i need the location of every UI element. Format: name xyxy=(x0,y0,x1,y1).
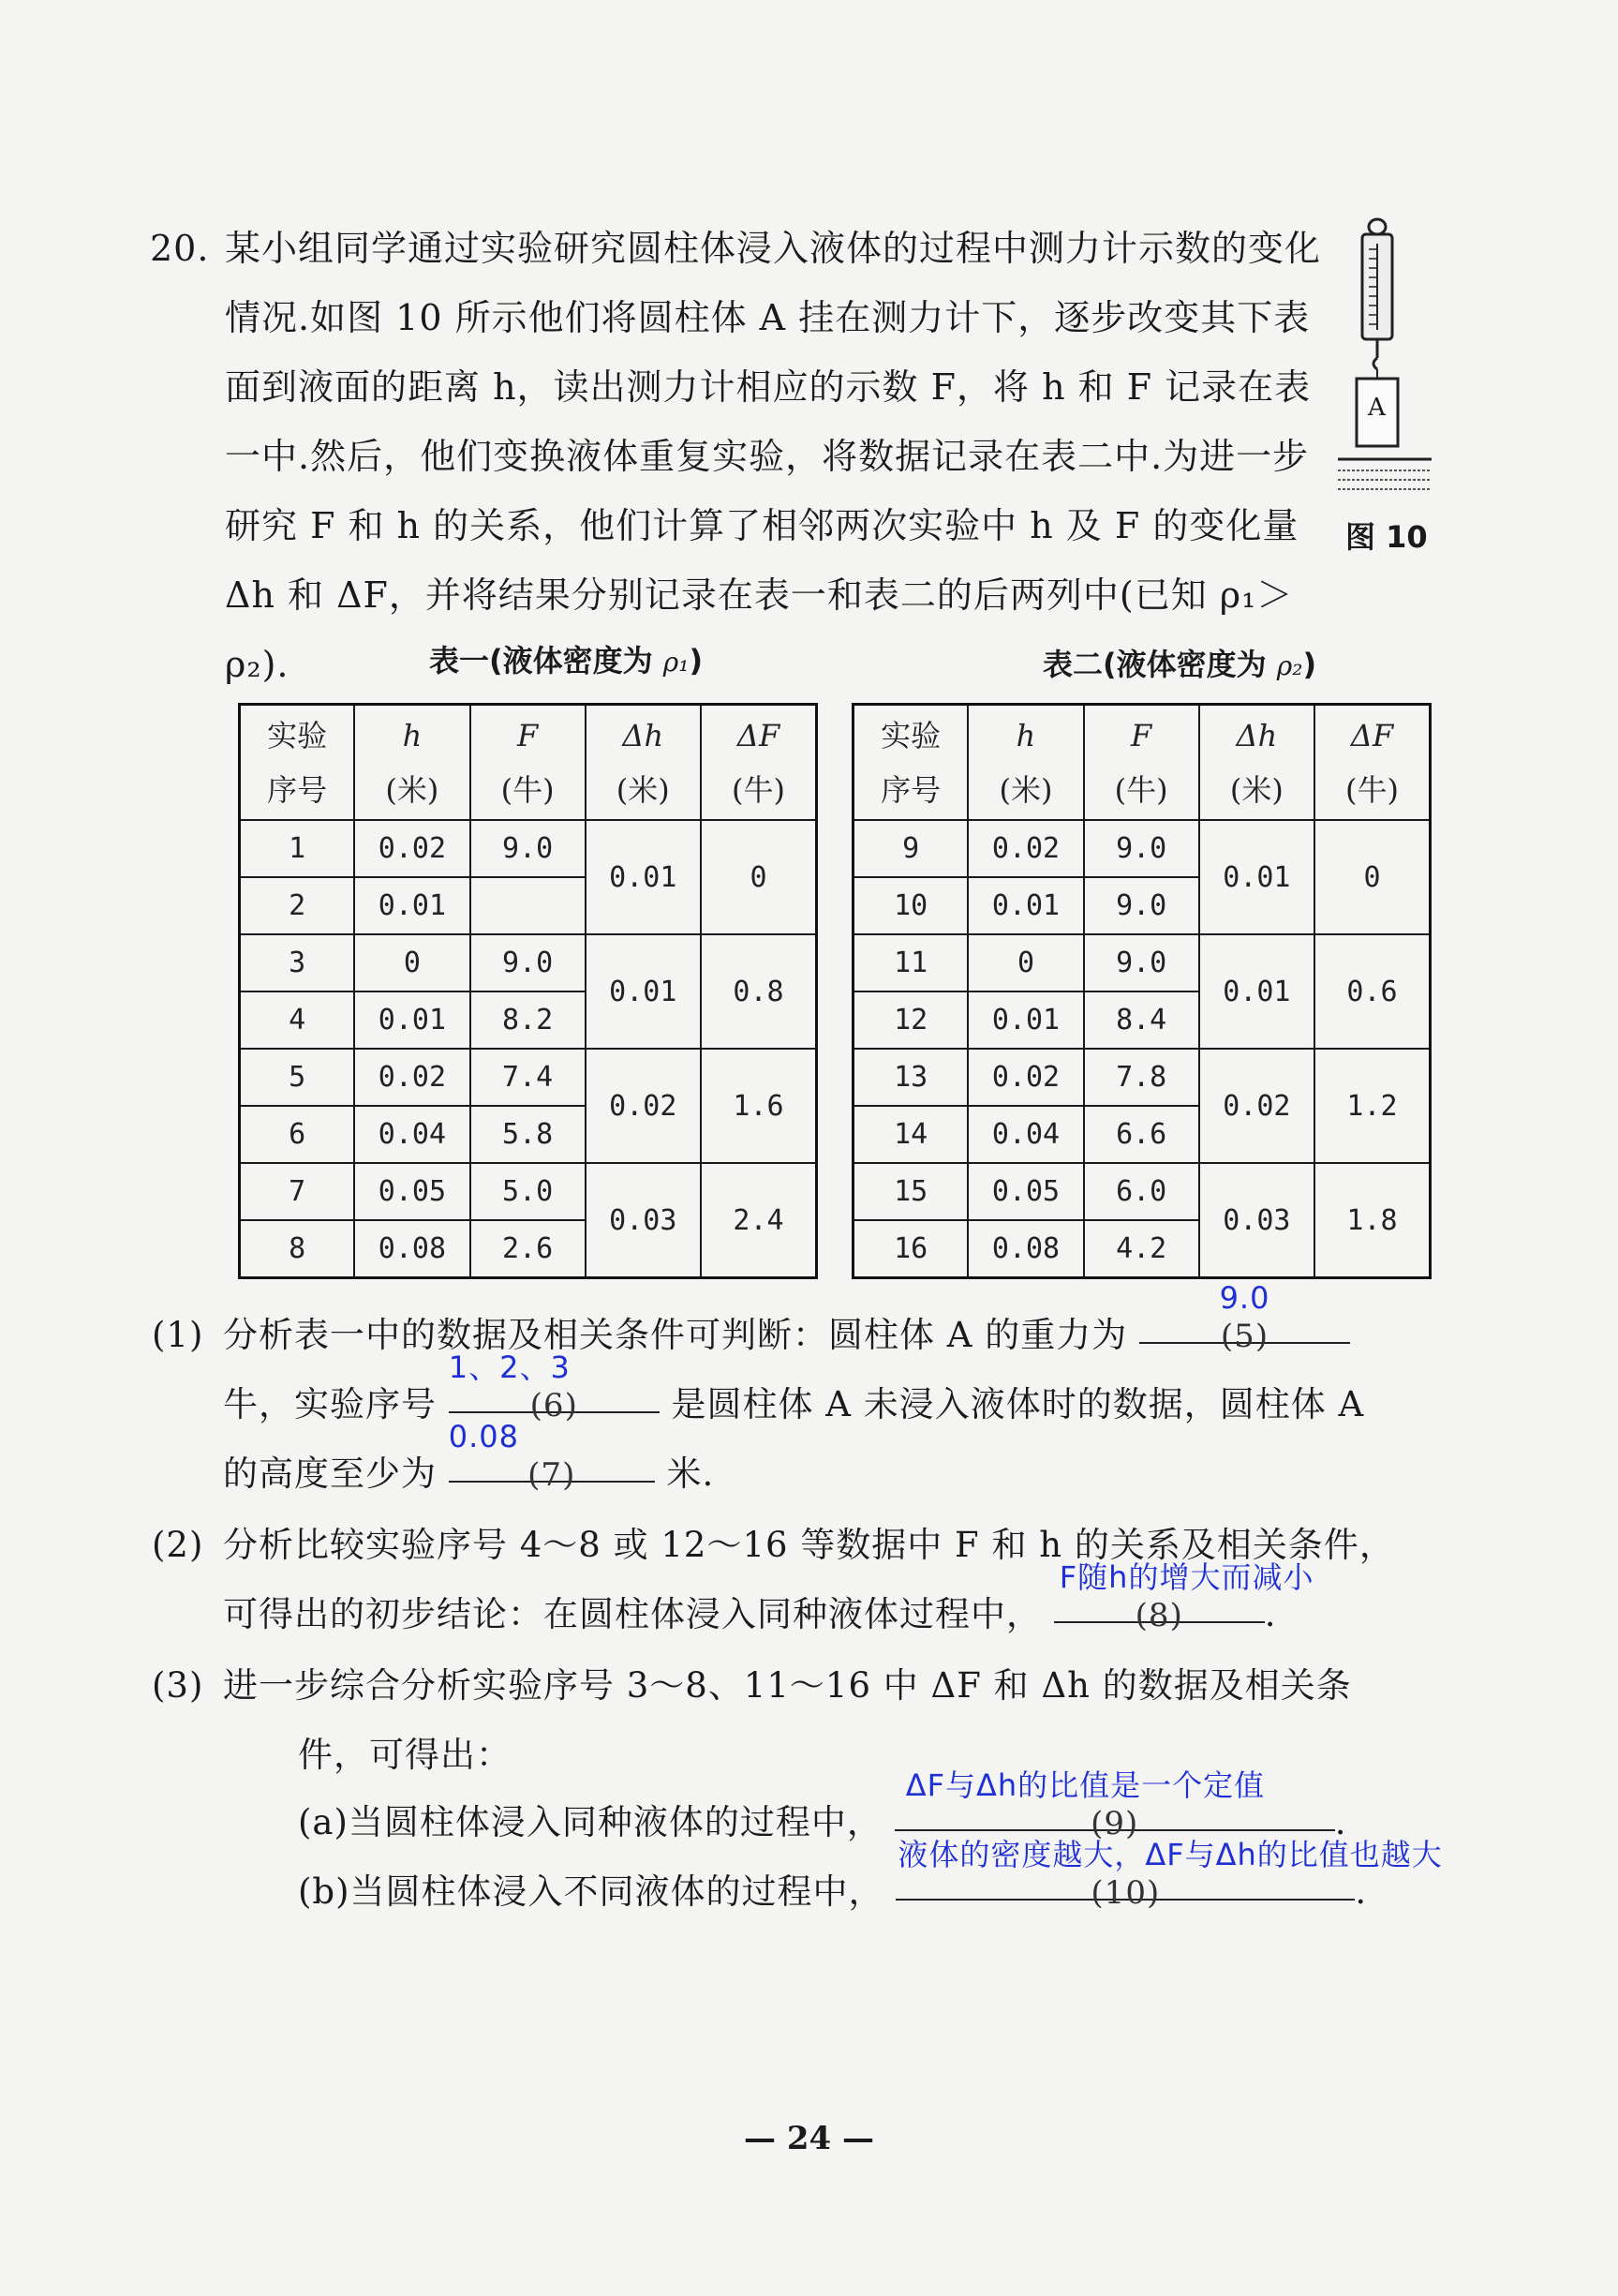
answer-blank-7[interactable] xyxy=(448,1419,655,1494)
table1-cell-seq: 4 xyxy=(240,991,355,1049)
table1-cell-dF: 0 xyxy=(701,820,817,934)
blank-8-label: (8) xyxy=(1135,1597,1183,1634)
question-3b-text: (b)当圆柱体浸入不同液体的过程中， xyxy=(298,1871,884,1912)
handwritten-answer-9: ΔF与Δh的比值是一个定值 xyxy=(905,1767,1266,1803)
table2-header-F: F (牛) xyxy=(1084,705,1199,821)
table1-header-dF: ΔF (牛) xyxy=(701,705,817,821)
table2-cell-seq: 9 xyxy=(854,820,969,877)
table1-cell-dF: 1.6 xyxy=(701,1049,817,1163)
table1-header-seq: 实验 序号 xyxy=(240,705,355,821)
block-a-label: A xyxy=(1368,394,1386,422)
table-row xyxy=(854,934,1431,991)
question-1-text-4: 的高度至少为 xyxy=(223,1454,437,1494)
table1-header-row xyxy=(240,705,817,821)
question-1-line-2 xyxy=(223,1349,1365,1439)
handwritten-answer-6: 1、2、3 xyxy=(448,1349,571,1385)
table2-cell-seq: 14 xyxy=(854,1106,969,1163)
table1-cell-dh: 0.02 xyxy=(586,1049,701,1163)
table1-cell-dh: 0.01 xyxy=(586,934,701,1049)
table1-cell-h: 0.02 xyxy=(354,820,469,877)
table2-cell-F: 8.4 xyxy=(1084,991,1199,1049)
question-3-b xyxy=(298,1837,1443,1927)
question-1-text: 分析表一中的数据及相关条件可判断：圆柱体 A 的重力为 xyxy=(223,1315,1128,1355)
table-row xyxy=(240,820,817,877)
question-3a-period: . xyxy=(1334,1802,1347,1842)
question-1-text-3: 是圆柱体 A 未浸入液体时的数据，圆柱体 A xyxy=(671,1384,1365,1424)
blank-10-label: (10) xyxy=(1091,1874,1161,1912)
handwritten-answer-7: 0.08 xyxy=(448,1419,520,1454)
answer-blank-5[interactable] xyxy=(1139,1280,1350,1355)
blank-9-label: (9) xyxy=(1091,1805,1139,1842)
table1-cell-F: 5.0 xyxy=(470,1163,586,1220)
table2-cell-dF: 1.8 xyxy=(1314,1163,1430,1278)
table1-cell-dh: 0.01 xyxy=(586,820,701,934)
table1-caption-end: ) xyxy=(689,643,704,678)
table2-header-dF: ΔF (牛) xyxy=(1314,705,1430,821)
table1-cell-seq: 8 xyxy=(240,1220,355,1278)
table-row xyxy=(854,1049,1431,1106)
table1-cell-h: 0.02 xyxy=(354,1049,469,1106)
table2-cell-F: 6.0 xyxy=(1084,1163,1199,1220)
question-3a-text: (a)当圆柱体浸入同种液体的过程中， xyxy=(298,1802,883,1842)
table1-cell-F: 9.0 xyxy=(470,820,586,877)
table2-cell-h: 0.04 xyxy=(968,1106,1083,1163)
question-1-number: (1) xyxy=(152,1315,204,1355)
table2-cell-dh: 0.01 xyxy=(1199,820,1314,934)
table1-cell-seq: 5 xyxy=(240,1049,355,1106)
table1-cell-seq: 2 xyxy=(240,877,355,934)
table1-cell-F: 9.0 xyxy=(470,934,586,991)
blank-7-label: (7) xyxy=(527,1456,576,1494)
table2-cell-F: 9.0 xyxy=(1084,934,1199,991)
question-3-number: (3) xyxy=(152,1665,204,1706)
table2-cell-dh: 0.03 xyxy=(1199,1163,1314,1278)
table1-cell-dh: 0.03 xyxy=(586,1163,701,1278)
table2-cell-F: 4.2 xyxy=(1084,1220,1199,1278)
handwritten-answer-5: 9.0 xyxy=(1219,1280,1270,1316)
table2-cell-h: 0.08 xyxy=(968,1220,1083,1278)
table-row xyxy=(854,1163,1431,1220)
table1-cell-F: 8.2 xyxy=(470,991,586,1049)
question-3 xyxy=(152,1651,1352,1721)
answer-blank-8[interactable] xyxy=(1054,1559,1314,1634)
question-1 xyxy=(152,1280,1350,1370)
table2-cell-F: 6.6 xyxy=(1084,1106,1199,1163)
table2-caption-end: ) xyxy=(1302,647,1317,682)
table1-caption-text: 表一(液体密度为 xyxy=(429,643,663,678)
table1 xyxy=(238,703,818,1279)
table1-cell-F xyxy=(470,877,586,934)
handwritten-answer-8: F随h的增大而减小 xyxy=(1059,1559,1314,1595)
table1-header-h: h (米) xyxy=(354,705,469,821)
table-row xyxy=(240,1163,817,1220)
table2-caption-text: 表二(液体密度为 xyxy=(1043,647,1277,682)
table2-cell-seq: 15 xyxy=(854,1163,969,1220)
table2-cell-dF: 0 xyxy=(1314,820,1430,934)
question-3-text: 进一步综合分析实验序号 3～8、11～16 中 ΔF 和 Δh 的数据及相关条 xyxy=(223,1665,1352,1706)
table1-cell-seq: 1 xyxy=(240,820,355,877)
table1-cell-seq: 6 xyxy=(240,1106,355,1163)
table1-header-dh: Δh (米) xyxy=(586,705,701,821)
table2-cell-h: 0.02 xyxy=(968,820,1083,877)
table1-cell-seq: 7 xyxy=(240,1163,355,1220)
table2-cell-dF: 0.6 xyxy=(1314,934,1430,1049)
question-1-line-3 xyxy=(223,1419,715,1509)
question-2-period: . xyxy=(1264,1594,1277,1634)
table1-cell-h: 0.08 xyxy=(354,1220,469,1278)
figure-caption: 图 10 xyxy=(1345,519,1428,555)
table2-cell-h: 0.05 xyxy=(968,1163,1083,1220)
question-2-number: (2) xyxy=(152,1525,204,1565)
table2-cell-dh: 0.01 xyxy=(1199,934,1314,1049)
answer-blank-10[interactable] xyxy=(896,1837,1443,1912)
table-row xyxy=(240,934,817,991)
handwritten-answer-10: 液体的密度越大，ΔF与Δh的比值也越大 xyxy=(898,1837,1443,1872)
table2-caption xyxy=(1043,641,1316,684)
table1-header-F: F (牛) xyxy=(470,705,586,821)
table2-cell-seq: 11 xyxy=(854,934,969,991)
table1-cell-seq: 3 xyxy=(240,934,355,991)
table2-cell-F: 7.8 xyxy=(1084,1049,1199,1106)
question-3-text-2: 件，可得出： xyxy=(298,1735,512,1775)
table2-cell-seq: 12 xyxy=(854,991,969,1049)
question-2-line-2 xyxy=(223,1559,1314,1649)
question-1-text-5: 米. xyxy=(666,1454,715,1494)
question-2-text-2: 可得出的初步结论：在圆柱体浸入同种液体过程中， xyxy=(223,1594,1042,1634)
page-number: — 24 — xyxy=(744,2120,874,2157)
table2-cell-F: 9.0 xyxy=(1084,820,1199,877)
table2-cell-seq: 13 xyxy=(854,1049,969,1106)
table2-cell-seq: 16 xyxy=(854,1220,969,1278)
table1-cell-h: 0.05 xyxy=(354,1163,469,1220)
table1-cell-F: 5.8 xyxy=(470,1106,586,1163)
blank-6-label: (6) xyxy=(529,1387,578,1424)
table2-cell-h: 0.01 xyxy=(968,991,1083,1049)
question-3-line-2 xyxy=(298,1721,512,1790)
table1-caption xyxy=(429,637,703,680)
table1-cell-dF: 0.8 xyxy=(701,934,817,1049)
table1-caption-rho: ρ₁ xyxy=(662,647,690,678)
question-3b-period: . xyxy=(1355,1871,1368,1912)
table2-header-dh: Δh (米) xyxy=(1199,705,1314,821)
table2 xyxy=(852,703,1432,1279)
table2-header-h: h (米) xyxy=(968,705,1083,821)
table1-cell-F: 7.4 xyxy=(470,1049,586,1106)
question-1-text-2: 牛，实验序号 xyxy=(223,1384,437,1424)
table1-cell-h: 0 xyxy=(354,934,469,991)
table2-cell-h: 0 xyxy=(968,934,1083,991)
problem-text: 某小组同学通过实验研究圆柱体浸入液体的过程中测力计示数的变化情况.如图 10 所示他们将圆柱体 A 挂在测力计下，逐步改变其下表面到液面的距离 h，读出测力计相应的示数 F，将 h 和 F 记录在表一中.然后，他们变换液体重复实验，将数据记录在表二中.为进一步研究 F 和 h 的关系，他们计算了相邻两次实验中 h 及 F 的变化量 Δh 和 ΔF，并将结果分别记录在表一和表二的后两列中(已知 ρ₁＞ρ₂). xyxy=(225,228,1322,685)
table1-cell-h: 0.01 xyxy=(354,991,469,1049)
table2-header-seq: 实验 序号 xyxy=(854,705,969,821)
table2-cell-F: 9.0 xyxy=(1084,877,1199,934)
figure-spring-scale xyxy=(1338,217,1441,564)
table-row xyxy=(240,1049,817,1106)
table1-cell-h: 0.04 xyxy=(354,1106,469,1163)
table1-cell-F: 2.6 xyxy=(470,1220,586,1278)
table2-cell-dh: 0.02 xyxy=(1199,1049,1314,1163)
table2-cell-dF: 1.2 xyxy=(1314,1049,1430,1163)
table2-cell-h: 0.01 xyxy=(968,877,1083,934)
spring-scale-diagram xyxy=(1338,217,1441,508)
blank-5-label: (5) xyxy=(1220,1318,1269,1355)
table-row xyxy=(854,820,1431,877)
table1-cell-h: 0.01 xyxy=(354,877,469,934)
problem-statement xyxy=(150,214,1321,699)
table2-cell-h: 0.02 xyxy=(968,1049,1083,1106)
table1-cell-dF: 2.4 xyxy=(701,1163,817,1278)
problem-number: 20. xyxy=(150,228,210,269)
table2-caption-rho: ρ₂ xyxy=(1276,650,1303,681)
question-2-text: 分析比较实验序号 4～8 或 12～16 等数据中 F 和 h 的关系及相关条件， xyxy=(223,1525,1395,1565)
table2-cell-seq: 10 xyxy=(854,877,969,934)
table2-header-row xyxy=(854,705,1431,821)
